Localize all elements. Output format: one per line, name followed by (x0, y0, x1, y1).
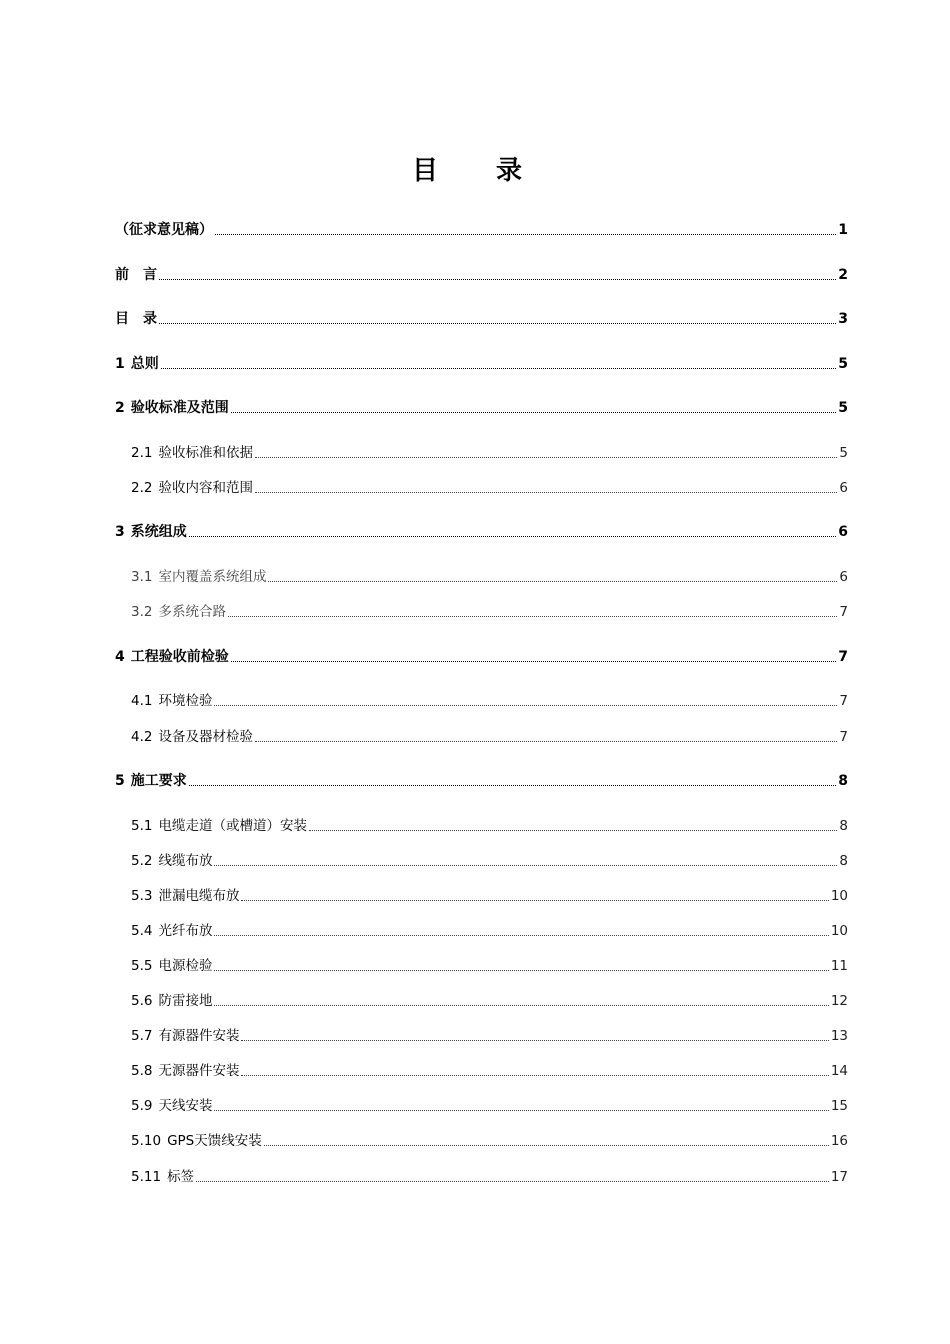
toc-entry-page: 10 (830, 888, 848, 904)
toc-subentry[interactable] (131, 443, 848, 463)
toc-subentry[interactable] (131, 727, 848, 747)
toc-entry-page: 8 (838, 773, 848, 789)
toc-entry-title: 有源器件安装 (158, 1028, 240, 1044)
toc-entry-title: 前 言 (115, 267, 157, 283)
toc-entry-number: 3.1 (131, 569, 153, 585)
toc-entry-title: 电缆走道（或槽道）安装 (158, 818, 307, 834)
toc-entry-title: 目 录 (115, 311, 157, 327)
toc-subentry[interactable] (131, 1026, 848, 1046)
toc-entry-title: 工程验收前检验 (130, 649, 229, 665)
toc-leader-dots (214, 970, 828, 971)
toc-entry-title: GPS天馈线安装 (167, 1133, 262, 1149)
toc-entry-title: 线缆布放 (158, 853, 213, 869)
toc-subentry[interactable] (131, 956, 848, 976)
toc-subentry[interactable] (131, 1061, 848, 1081)
toc-entry-page: 3 (838, 311, 848, 327)
toc-entry-number: 2 (115, 400, 125, 416)
toc-entry-number: 1 (115, 356, 125, 372)
toc-entry-number: 5.10 (131, 1133, 162, 1149)
toc-entry-number: 4.2 (131, 729, 153, 745)
toc-entry-page: 1 (838, 222, 848, 238)
toc-subentry[interactable] (131, 602, 848, 622)
toc-entry[interactable] (115, 522, 848, 542)
toc-subentry[interactable] (131, 886, 848, 906)
toc-entry[interactable] (115, 220, 848, 240)
toc-entry[interactable] (115, 647, 848, 667)
toc-leader-dots (231, 412, 837, 413)
toc-entry-title: 验收内容和范围 (158, 480, 253, 496)
toc-entry-page: 15 (830, 1098, 848, 1114)
toc-entry[interactable] (115, 354, 848, 374)
toc-entry-page: 12 (830, 993, 848, 1009)
toc-subentry[interactable] (131, 1096, 848, 1116)
toc-entry-title: 施工要求 (130, 773, 187, 789)
toc-leader-dots (264, 1145, 829, 1146)
toc-leader-dots (309, 830, 837, 831)
toc-leader-dots (161, 368, 837, 369)
toc-entry-page: 10 (830, 923, 848, 939)
toc-entry-title: 多系统合路 (158, 604, 226, 620)
toc-entry-number: 5 (115, 773, 125, 789)
toc-entry-number: 5.7 (131, 1028, 153, 1044)
toc-entry-title: （征求意见稿） (115, 222, 213, 238)
toc-leader-dots (228, 616, 837, 617)
toc-entry-page: 6 (838, 524, 848, 540)
toc-entry-title: 系统组成 (130, 524, 187, 540)
toc-leader-dots (215, 234, 836, 235)
toc-entry-page: 14 (830, 1063, 848, 1079)
toc-entry-title: 环境检验 (158, 693, 213, 709)
toc-entry-number: 3.2 (131, 604, 153, 620)
toc-entry-page: 8 (839, 853, 848, 869)
toc-leader-dots (231, 661, 837, 662)
toc-entry-title: 电源检验 (158, 958, 213, 974)
toc-entry-page: 11 (830, 958, 848, 974)
toc-entry-title: 设备及器材检验 (158, 729, 253, 745)
toc-entry-page: 7 (839, 693, 848, 709)
toc-entry-page: 2 (838, 267, 848, 283)
toc-subentry[interactable] (131, 478, 848, 498)
toc-entry-number: 5.5 (131, 958, 153, 974)
toc-leader-dots (189, 785, 837, 786)
toc-entry-number: 5.4 (131, 923, 153, 939)
toc-entry-page: 6 (839, 480, 848, 496)
toc-leader-dots (268, 581, 837, 582)
toc-entry-title: 光纤布放 (158, 923, 213, 939)
toc-entry-title: 防雷接地 (158, 993, 213, 1009)
toc-entry[interactable] (115, 309, 848, 329)
toc-subentry[interactable] (131, 816, 848, 836)
toc-entry-number: 5.3 (131, 888, 153, 904)
toc-entry-number: 4.1 (131, 693, 153, 709)
toc-leader-dots (196, 1181, 829, 1182)
toc-entry-title: 验收标准和依据 (158, 445, 253, 461)
toc-entry-page: 6 (839, 569, 848, 585)
toc-entry-number: 5.1 (131, 818, 153, 834)
toc-leader-dots (241, 1075, 828, 1076)
toc-entry[interactable] (115, 265, 848, 285)
toc-entry-page: 7 (839, 729, 848, 745)
toc-entry-page: 5 (839, 445, 848, 461)
toc-entry-title: 无源器件安装 (158, 1063, 240, 1079)
toc-leader-dots (214, 1005, 828, 1006)
toc-entry-page: 7 (838, 649, 848, 665)
toc-subentry[interactable] (131, 921, 848, 941)
toc-entry-title: 泄漏电缆布放 (158, 888, 240, 904)
toc-entry-page: 17 (830, 1169, 848, 1185)
toc-entry-number: 4 (115, 649, 125, 665)
toc-entry-title: 天线安装 (158, 1098, 213, 1114)
toc-entry-number: 2.1 (131, 445, 153, 461)
page-title: 目 录 (411, 156, 538, 186)
toc-leader-dots (241, 900, 828, 901)
toc-entry-number: 5.11 (131, 1169, 162, 1185)
toc-subentry[interactable] (131, 1131, 848, 1151)
toc-leader-dots (159, 279, 836, 280)
toc-entry-number: 2.2 (131, 480, 153, 496)
toc-entry-page: 13 (830, 1028, 848, 1044)
toc-leader-dots (214, 705, 837, 706)
toc-leader-dots (255, 741, 837, 742)
toc-entry-page: 16 (830, 1133, 848, 1149)
toc-subentry[interactable] (131, 851, 848, 871)
toc-subentry[interactable] (131, 567, 848, 587)
toc-entry-number: 5.8 (131, 1063, 153, 1079)
toc-entry-page: 5 (838, 356, 848, 372)
toc-entry-number: 5.2 (131, 853, 153, 869)
toc-subentry[interactable] (131, 991, 848, 1011)
toc-entry-title: 室内覆盖系统组成 (158, 569, 267, 585)
toc-leader-dots (255, 457, 837, 458)
toc-entry-number: 5.9 (131, 1098, 153, 1114)
toc-entry-number: 5.6 (131, 993, 153, 1009)
toc-leader-dots (255, 492, 837, 493)
toc-entry-title: 总则 (130, 356, 159, 372)
toc-entry-page: 5 (838, 400, 848, 416)
toc-entry[interactable] (115, 771, 848, 791)
toc-entry-title: 验收标准及范围 (130, 400, 229, 416)
toc-leader-dots (159, 323, 836, 324)
toc-leader-dots (241, 1040, 828, 1041)
toc-entry-number: 3 (115, 524, 125, 540)
toc-leader-dots (214, 1110, 828, 1111)
toc-subentry[interactable] (131, 691, 848, 711)
toc-entry[interactable] (115, 398, 848, 418)
toc-leader-dots (214, 865, 837, 866)
toc-entry-title: 标签 (167, 1169, 195, 1185)
toc-entry-page: 7 (839, 604, 848, 620)
toc-leader-dots (214, 935, 828, 936)
toc-entry-page: 8 (839, 818, 848, 834)
toc-leader-dots (189, 536, 837, 537)
toc-subentry[interactable] (131, 1167, 848, 1187)
